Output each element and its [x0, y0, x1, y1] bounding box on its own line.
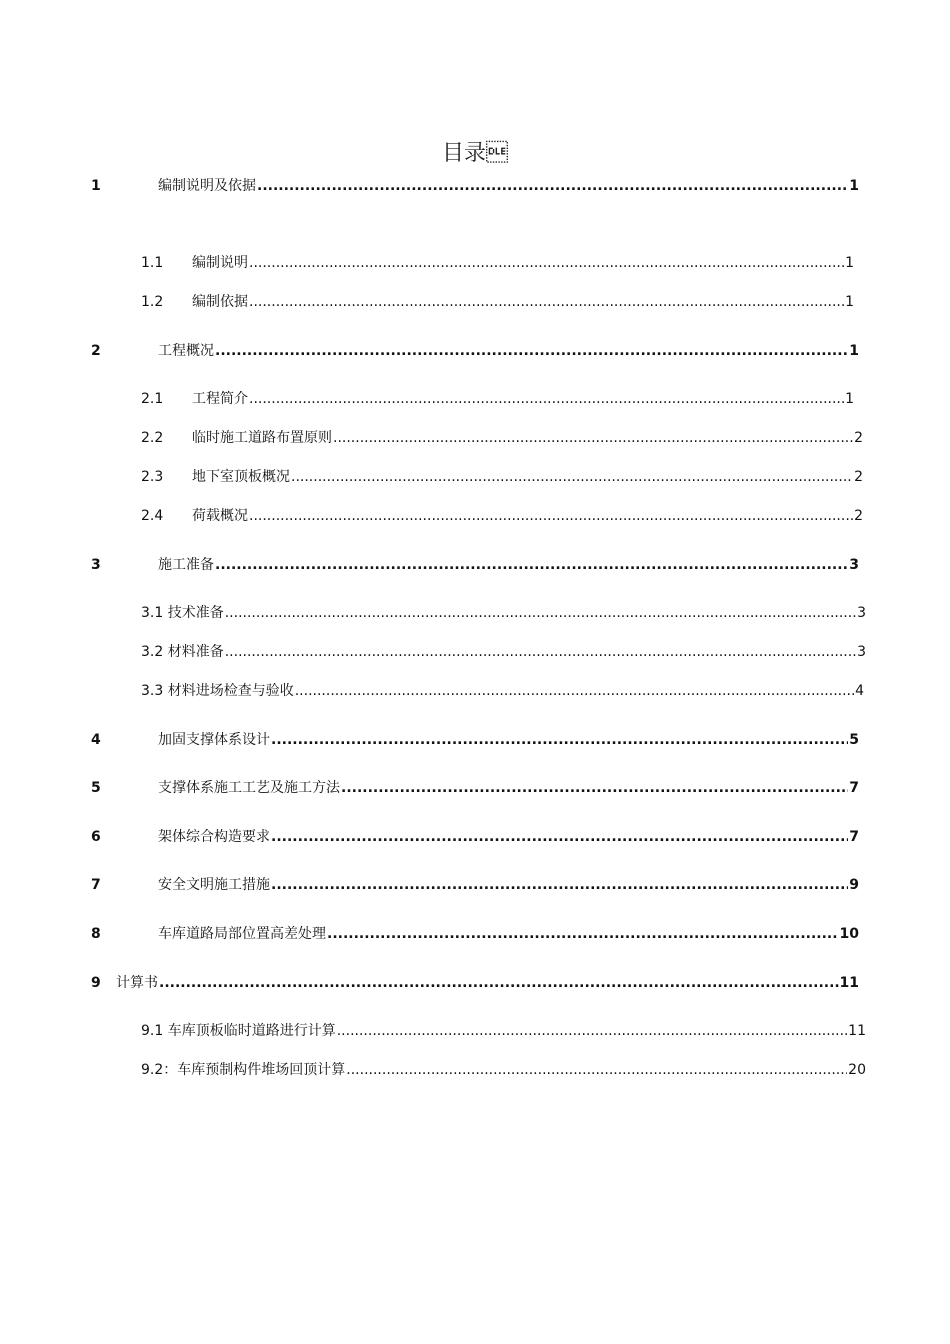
toc-entry-number: 5 — [91, 780, 101, 796]
toc-entry-title: 3.2 材料准备 — [141, 644, 224, 660]
toc-entry-2-3[interactable] — [141, 464, 863, 486]
toc-entry-number: 1.1 — [141, 255, 164, 271]
toc-entry-number: 4 — [91, 732, 101, 748]
toc-entry-number: 1.2 — [141, 294, 164, 310]
toc-entry-page: 1 — [849, 343, 859, 359]
dot-leader — [295, 682, 854, 700]
toc-entry-7[interactable] — [91, 872, 859, 894]
toc-entry-page: 9 — [849, 877, 859, 893]
toc-entry-page: 3 — [857, 644, 866, 660]
dot-leader — [215, 342, 848, 360]
toc-entry-number: 6 — [91, 829, 101, 845]
toc-entry-title: 支撑体系施工工艺及施工方法 — [158, 780, 340, 796]
toc-entry-page: 3 — [857, 605, 866, 621]
dot-leader — [346, 1061, 847, 1079]
toc-entry-5[interactable] — [91, 775, 859, 797]
toc-entry-title: 工程简介 — [192, 391, 248, 407]
dot-leader — [271, 828, 848, 846]
toc-entry-number: 1 — [91, 178, 101, 194]
dot-leader — [215, 556, 848, 574]
dot-leader — [249, 293, 844, 311]
toc-entry-page: 7 — [849, 780, 859, 796]
toc-entry-page: 20 — [848, 1062, 866, 1078]
toc-entry-page: 2 — [854, 508, 863, 524]
toc-entry-number: 8 — [91, 926, 101, 942]
toc-entry-page: 4 — [855, 683, 864, 699]
toc-entry-title: 架体综合构造要求 — [158, 829, 270, 845]
toc-heading: 目录 — [441, 141, 508, 166]
toc-entry-number: 9 — [91, 975, 101, 991]
toc-entry-title: 临时施工道路布置原则 — [192, 430, 332, 446]
toc-entry-number: 2.2 — [141, 430, 164, 446]
toc-entry-8[interactable] — [91, 921, 859, 943]
toc-entry-6[interactable] — [91, 824, 859, 846]
toc-entry-number: 7 — [91, 877, 101, 893]
toc-entry-number: 2.3 — [141, 469, 164, 485]
toc-entry-page: 11 — [839, 975, 859, 991]
dot-leader — [333, 429, 853, 447]
toc-entry-3-2[interactable] — [141, 639, 866, 661]
toc-entry-title: 9.2：车库预制构件堆场回顶计算 — [141, 1062, 346, 1078]
toc-entry-title: 车库道路局部位置高差处理 — [158, 926, 326, 942]
dot-leader — [225, 604, 856, 622]
toc-entry-page: 11 — [848, 1023, 866, 1039]
toc-entry-page: 1 — [845, 294, 854, 310]
toc-entry-9-1[interactable] — [141, 1018, 866, 1040]
toc-entry-page: 1 — [845, 255, 854, 271]
dot-leader — [249, 507, 853, 525]
dot-leader — [225, 643, 856, 661]
toc-entry-title: 荷载概况 — [192, 508, 248, 524]
toc-entry-title: 9.1 车库顶板临时道路进行计算 — [141, 1023, 336, 1039]
dot-leader — [271, 876, 848, 894]
toc-entry-9-2[interactable] — [141, 1057, 866, 1079]
toc-entry-page: 3 — [849, 557, 859, 573]
toc-entry-1-1[interactable] — [141, 250, 854, 272]
dot-leader — [159, 974, 839, 992]
dot-leader — [257, 177, 848, 195]
toc-entry-number: 2 — [91, 343, 101, 359]
toc-entry-page: 2 — [854, 430, 863, 446]
toc-entry-page: 2 — [854, 469, 863, 485]
toc-entry-1[interactable] — [91, 173, 859, 195]
toc-entry-2-2[interactable] — [141, 425, 863, 447]
toc-entry-title: 计算书 — [116, 975, 158, 991]
dot-leader — [249, 254, 844, 272]
toc-entry-page: 7 — [849, 829, 859, 845]
toc-entry-title: 编制说明及依据 — [158, 178, 256, 194]
dot-leader — [271, 731, 848, 749]
toc-entry-3[interactable] — [91, 552, 859, 574]
toc-entry-page: 10 — [839, 926, 859, 942]
toc-entry-title: 编制依据 — [192, 294, 248, 310]
toc-entry-title: 加固支撑体系设计 — [158, 732, 270, 748]
toc-entry-3-1[interactable] — [141, 600, 866, 622]
toc-entry-4[interactable] — [91, 727, 859, 749]
toc-entry-page: 1 — [845, 391, 854, 407]
toc-entry-title: 工程概况 — [158, 343, 214, 359]
toc-entry-1-2[interactable] — [141, 289, 854, 311]
toc-entry-2[interactable] — [91, 338, 859, 360]
dot-leader — [327, 925, 839, 943]
dot-leader — [341, 779, 848, 797]
toc-entry-2-1[interactable] — [141, 386, 854, 408]
toc-entry-2-4[interactable] — [141, 503, 863, 525]
toc-entry-title: 地下室顶板概况 — [192, 469, 290, 485]
dot-leader — [337, 1022, 847, 1040]
toc-entry-number: 2.4 — [141, 508, 164, 524]
toc-entry-title: 安全文明施工措施 — [158, 877, 270, 893]
toc-entry-title: 编制说明 — [192, 255, 248, 271]
toc-entry-title: 3.3 材料进场检查与验收 — [141, 683, 294, 699]
toc-entry-page: 5 — [849, 732, 859, 748]
toc-entry-number: 3 — [91, 557, 101, 573]
toc-entry-title: 3.1 技术准备 — [141, 605, 224, 621]
toc-entry-3-3[interactable] — [141, 678, 864, 700]
toc-entry-page: 1 — [849, 178, 859, 194]
toc-entry-title: 施工准备 — [158, 557, 214, 573]
toc-entry-9[interactable] — [91, 970, 859, 992]
toc-entry-number: 2.1 — [141, 391, 164, 407]
dot-leader — [249, 390, 844, 408]
dot-leader — [291, 468, 853, 486]
